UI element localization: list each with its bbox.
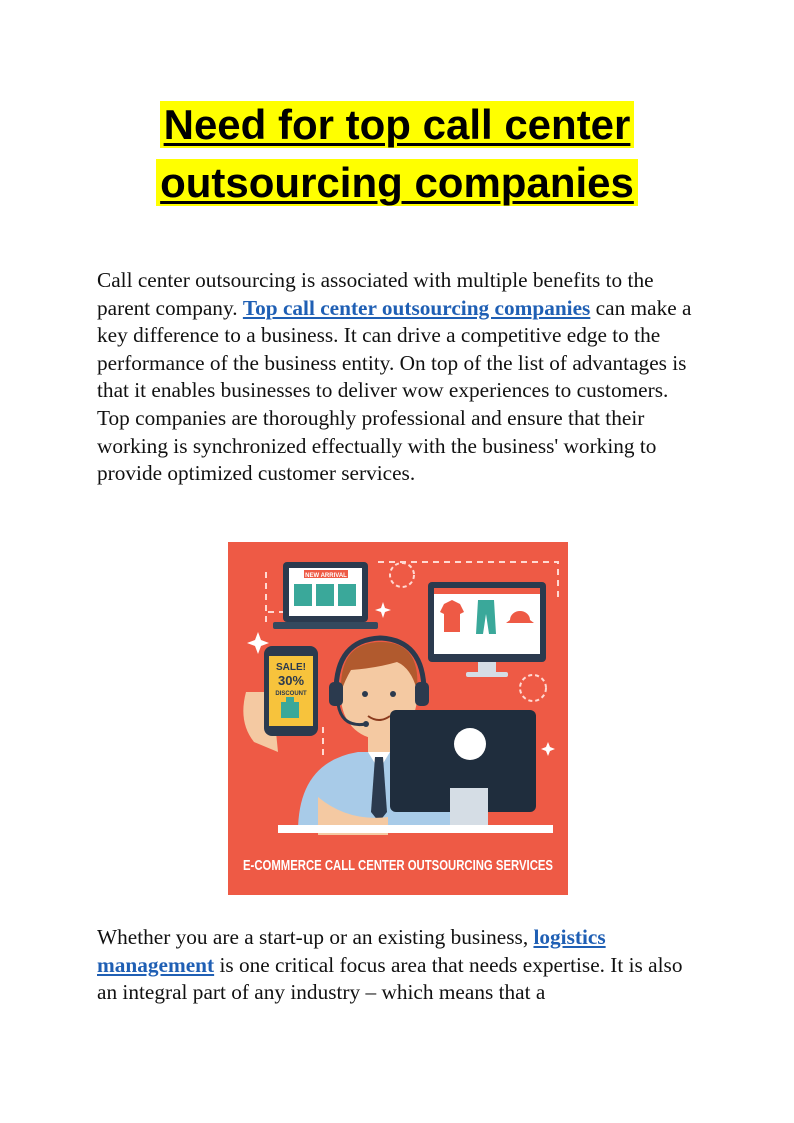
paragraph-text: is one critical focus area that needs expertise. It is also an integral part of any industry – which means that a xyxy=(97,952,683,1005)
page-title xyxy=(97,96,697,212)
logistics-management-link[interactable]: logistics management xyxy=(97,925,606,977)
laptop-icon xyxy=(273,562,378,629)
intro-paragraph xyxy=(97,267,697,488)
paragraph-text: can make a key difference to a business. It can drive a competitive edge to the performance of the business entity. On top of the list of advantages is that it enables businesses to deliver wow experiences to customers. Top companies are thoroughly professional and ensure that their working is synchronized effectually with the business' working to provide optimized customer services. xyxy=(97,295,692,486)
phone-percent-text: 30% xyxy=(277,673,305,688)
ecommerce-call-center-illustration xyxy=(228,542,568,895)
laptop-banner-text: NEW ARRIVAL xyxy=(305,573,347,579)
phone-discount-text: DISCOUNT xyxy=(275,691,307,697)
title-line-1: Need for top call center xyxy=(160,101,635,148)
top-call-center-link[interactable]: Top call center outsourcing companies xyxy=(242,295,591,320)
title-line-2: outsourcing companies xyxy=(156,159,638,206)
logistics-paragraph xyxy=(97,924,697,1007)
illustration-caption: E-COMMERCE CALL CENTER OUTSOURCING SERVICES xyxy=(243,858,554,874)
phone-sale-text: SALE! xyxy=(276,662,306,673)
paragraph-text: Whether you are a start-up or an existing business, xyxy=(97,925,534,949)
paragraph-text: Call center outsourcing is associated with multiple benefits to the parent company. xyxy=(97,268,654,320)
